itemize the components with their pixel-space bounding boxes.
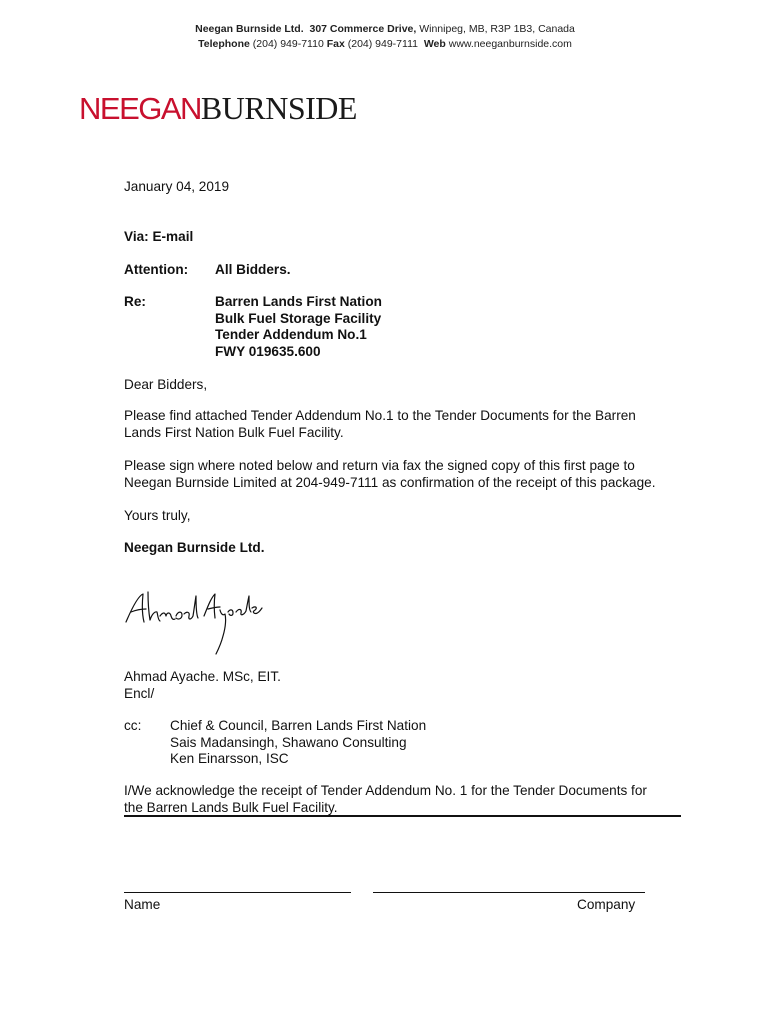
paragraph-2 (124, 458, 655, 491)
re-block (215, 294, 382, 360)
city-address: Winnipeg, MB, R3P 1B3, Canada (419, 23, 575, 35)
web-value: www.neeganburnside.com (448, 38, 572, 50)
paragraph-1-line-1: Please find attached Tender Addendum No.1 to the Tender Documents for the Barren (124, 408, 636, 423)
re-line-addendum: Tender Addendum No.1 (215, 327, 367, 342)
re-line-project: Barren Lands First Nation (215, 294, 382, 309)
name-label: Name (124, 897, 161, 912)
acknowledgement-line-1: I/We acknowledge the receipt of Tender Addendum No. 1 for the Tender Documents for (124, 783, 647, 798)
letterhead-contact-line (0, 38, 770, 50)
re-line-facility: Bulk Fuel Storage Facility (215, 310, 382, 326)
fax-value: (204) 949-7111 (347, 38, 418, 50)
letter-date: January 04, 2019 (124, 179, 230, 194)
cc-item: Sais Madansingh, Shawano Consulting (170, 734, 407, 750)
paragraph-2-line-2: Neegan Burnside Limited at 204-949-7111 as confirmation of the receipt of this package. (124, 474, 656, 490)
salutation: Dear Bidders, (124, 377, 208, 392)
web-label: Web (423, 38, 446, 50)
paragraph-1-line-2: Lands First Nation Bulk Fuel Facility. (124, 424, 344, 440)
street-address: 307 Commerce Drive, (309, 23, 417, 35)
fax-label: Fax (326, 38, 345, 50)
telephone-label: Telephone (198, 38, 250, 50)
enclosure: Encl/ (124, 686, 155, 701)
paragraph-2-line-1: Please sign where noted below and return via fax the signed copy of this first page to (124, 458, 635, 473)
logo-neegan: NEEGAN (79, 91, 201, 126)
cc-list (170, 718, 426, 768)
cc-item: Ken Einarsson, ISC (170, 751, 289, 766)
signatory-company: Neegan Burnside Ltd. (124, 540, 265, 555)
delivery-method: Via: E-mail (124, 229, 194, 244)
company-logo (79, 90, 357, 127)
attention-value: All Bidders. (215, 262, 291, 277)
closing: Yours truly, (124, 508, 191, 523)
letterhead-address-line (0, 23, 770, 35)
company-label: Company (577, 897, 636, 912)
name-signature-line (124, 892, 351, 893)
acknowledgement (124, 783, 647, 816)
attention-label: Attention: (124, 262, 189, 277)
company-signature-line (373, 892, 645, 893)
cc-item: Chief & Council, Barren Lands First Nation (170, 718, 427, 733)
paragraph-1 (124, 408, 636, 441)
cc-label: cc: (124, 718, 142, 733)
re-label: Re: (124, 294, 146, 309)
company-name: Neegan Burnside Ltd. (195, 23, 304, 35)
re-line-file-number: FWY 019635.600 (215, 343, 321, 359)
telephone-value: (204) 949-7110 (252, 38, 324, 50)
signer-name: Ahmad Ayache. MSc, EIT. (124, 669, 281, 684)
acknowledgement-line-2: the Barren Lands Bulk Fuel Facility. (124, 799, 338, 815)
logo-burnside: BURNSIDE (200, 90, 357, 126)
acknowledgement-rule (124, 815, 681, 817)
handwritten-signature (118, 578, 268, 663)
